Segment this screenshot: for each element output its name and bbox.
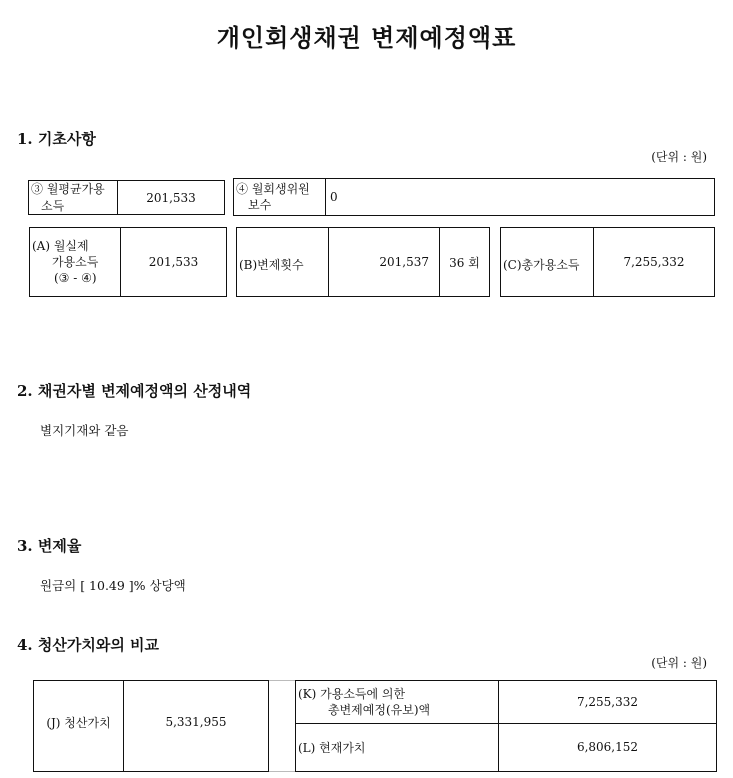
avg-income-label bbox=[29, 181, 118, 214]
k-row bbox=[296, 681, 716, 724]
k-value: 7,255,332 bbox=[576, 695, 639, 709]
a-label bbox=[30, 228, 121, 296]
trustee-fee-value: 0 bbox=[330, 190, 338, 204]
j-value: 5,331,955 bbox=[165, 715, 227, 729]
a-label-line1: (A) 월실제 bbox=[32, 238, 89, 253]
b-count: 36 회 bbox=[449, 255, 480, 270]
trustee-fee-label bbox=[234, 179, 326, 215]
b-value: 201,537 bbox=[329, 228, 440, 296]
avg-income-label-line2: 소득 bbox=[41, 198, 65, 213]
section4-unit: (단위 : 원) bbox=[651, 656, 707, 670]
section1-unit: (단위 : 원) bbox=[651, 150, 707, 164]
a-value: 201,533 bbox=[148, 255, 199, 269]
l-row bbox=[296, 723, 716, 771]
a-label-line2: 가용소득 bbox=[52, 254, 99, 269]
k-label-line1: (K) 가용소득에 의한 bbox=[298, 686, 406, 701]
section3-text: 원금의 [ 10.49 ]% 상당액 bbox=[40, 578, 186, 593]
c-value: 7,255,332 bbox=[623, 255, 685, 269]
section2-heading: 2. 채권자별 변제예정액의 산정내역 bbox=[17, 382, 252, 400]
b-label: (B)변제횟수 bbox=[237, 228, 329, 296]
table-connector bbox=[269, 680, 295, 772]
l-value: 6,806,152 bbox=[576, 740, 639, 754]
trustee-fee-label-line2: 보수 bbox=[248, 198, 272, 212]
section3-heading: 3. 변제율 bbox=[17, 537, 82, 555]
section4-heading: 4. 청산가치와의 비교 bbox=[17, 636, 160, 654]
l-label: (L) 현재가치 bbox=[296, 723, 499, 771]
section2-text: 별지기재와 같음 bbox=[40, 423, 129, 438]
avg-income-box bbox=[28, 180, 225, 215]
j-box bbox=[33, 680, 269, 772]
avg-income-value: 201,533 bbox=[146, 190, 196, 205]
b-box bbox=[236, 227, 490, 297]
trustee-fee-label-line1: ④ 월회생위원 bbox=[236, 181, 310, 196]
avg-income-label-line1: ③ 월평균가용 bbox=[31, 182, 105, 197]
document-title: 개인회생채권 변제예정액표 bbox=[216, 23, 517, 52]
k-label bbox=[296, 681, 499, 723]
k-label-line2: 총변제예정(유보)액 bbox=[328, 703, 431, 717]
section1-heading: 1. 기초사항 bbox=[17, 130, 96, 148]
c-label: (C)총가용소득 bbox=[501, 228, 594, 296]
j-label: (J) 청산가치 bbox=[34, 681, 124, 771]
trustee-fee-box bbox=[233, 178, 715, 216]
kl-box bbox=[295, 680, 717, 772]
c-box bbox=[500, 227, 715, 297]
a-box bbox=[29, 227, 227, 297]
a-label-line3: (③ - ④) bbox=[54, 271, 97, 286]
